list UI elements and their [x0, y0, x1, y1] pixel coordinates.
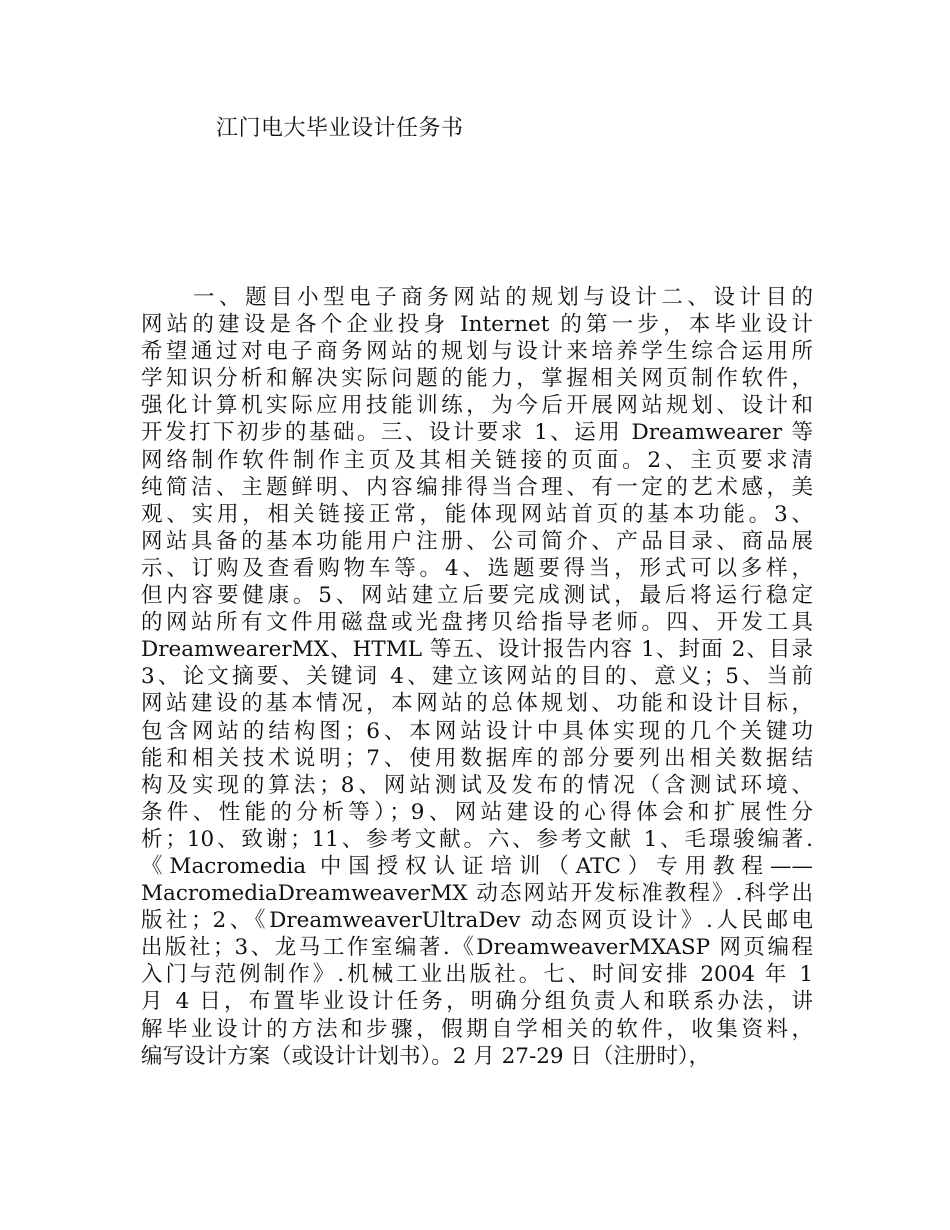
body-line: 析；10、致谢；11、参考文献。六、参考文献 1、毛璟骏编著. [141, 826, 813, 852]
body-line: 网络制作软件制作主页及其相关链接的页面。2、主页要求清 [141, 447, 813, 473]
body-line: 入门与范例制作》.机械工业出版社。七、时间安排 2004 年 1 [141, 962, 813, 988]
body-line: 编写设计方案（或设计计划书）。2 月 27-29 日（注册时）， [141, 1043, 711, 1069]
body-line: 网站的建设是各个企业投身 Internet 的第一步，本毕业设计 [141, 312, 813, 338]
body-line: 希望通过对电子商务网站的规划与设计来培养学生综合运用所 [141, 339, 813, 365]
body-line: 但内容要健康。5、网站建立后要完成测试，最后将运行稳定 [141, 583, 813, 609]
body-line: 包含网站的结构图；6、本网站设计中具体实现的几个关键功 [141, 718, 813, 744]
body-line: 强化计算机实际应用技能训练，为今后开展网站规划、设计和 [141, 393, 813, 419]
body-line: 条件、性能的分析等）；9、网站建设的心得体会和扩展性分 [141, 799, 813, 825]
body-line: 一、题目小型电子商务网站的规划与设计二、设计目的 [141, 285, 813, 310]
body-line: 版社；2、《DreamweaverUltraDev 动态网页设计》.人民邮电 [141, 908, 813, 934]
body-line: 构及实现的算法；8、网站测试及发布的情况（含测试环境、 [141, 772, 813, 798]
document-body [141, 284, 813, 1070]
body-line: 的网站所有文件用磁盘或光盘拷贝给指导老师。四、开发工具 [141, 610, 813, 636]
body-line: 学知识分析和解决实际问题的能力，掌握相关网页制作软件， [141, 366, 813, 392]
body-line: 《Macromedia 中国授权认证培训（ATC）专用教程—— [141, 853, 813, 879]
body-line: 3、论文摘要、关键词 4、建立该网站的目的、意义；5、当前 [141, 664, 813, 690]
body-line: 能和相关技术说明；7、使用数据库的部分要列出相关数据结 [141, 745, 813, 771]
body-line: MacromediaDreamweaverMX 动态网站开发标准教程》.科学出 [141, 881, 813, 907]
body-line: 开发打下初步的基础。三、设计要求 1、运用 Dreamwearer 等 [141, 420, 813, 446]
document-title: 江门电大毕业设计任务书 [216, 116, 464, 141]
body-line: 示、订购及查看购物车等。4、选题要得当，形式可以多样， [141, 555, 813, 581]
body-line: 纯简洁、主题鲜明、内容编排得当合理、有一定的艺术感，美 [141, 474, 813, 500]
body-line: 网站建设的基本情况，本网站的总体规划、功能和设计目标， [141, 691, 813, 717]
body-line: 网站具备的基本功能用户注册、公司简介、产品目录、商品展 [141, 528, 813, 554]
body-line: 观、实用，相关链接正常，能体现网站首页的基本功能。3、 [141, 501, 813, 527]
body-line: DreamwearerMX、HTML 等五、设计报告内容 1、封面 2、目录 [141, 637, 813, 663]
body-line: 月 4 日，布置毕业设计任务，明确分组负责人和联系办法，讲 [141, 989, 813, 1015]
body-line: 解毕业设计的方法和步骤，假期自学相关的软件，收集资料， [141, 1016, 813, 1042]
body-line: 出版社；3、龙马工作室编著.《DreamweaverMXASP 网页编程 [141, 935, 813, 961]
